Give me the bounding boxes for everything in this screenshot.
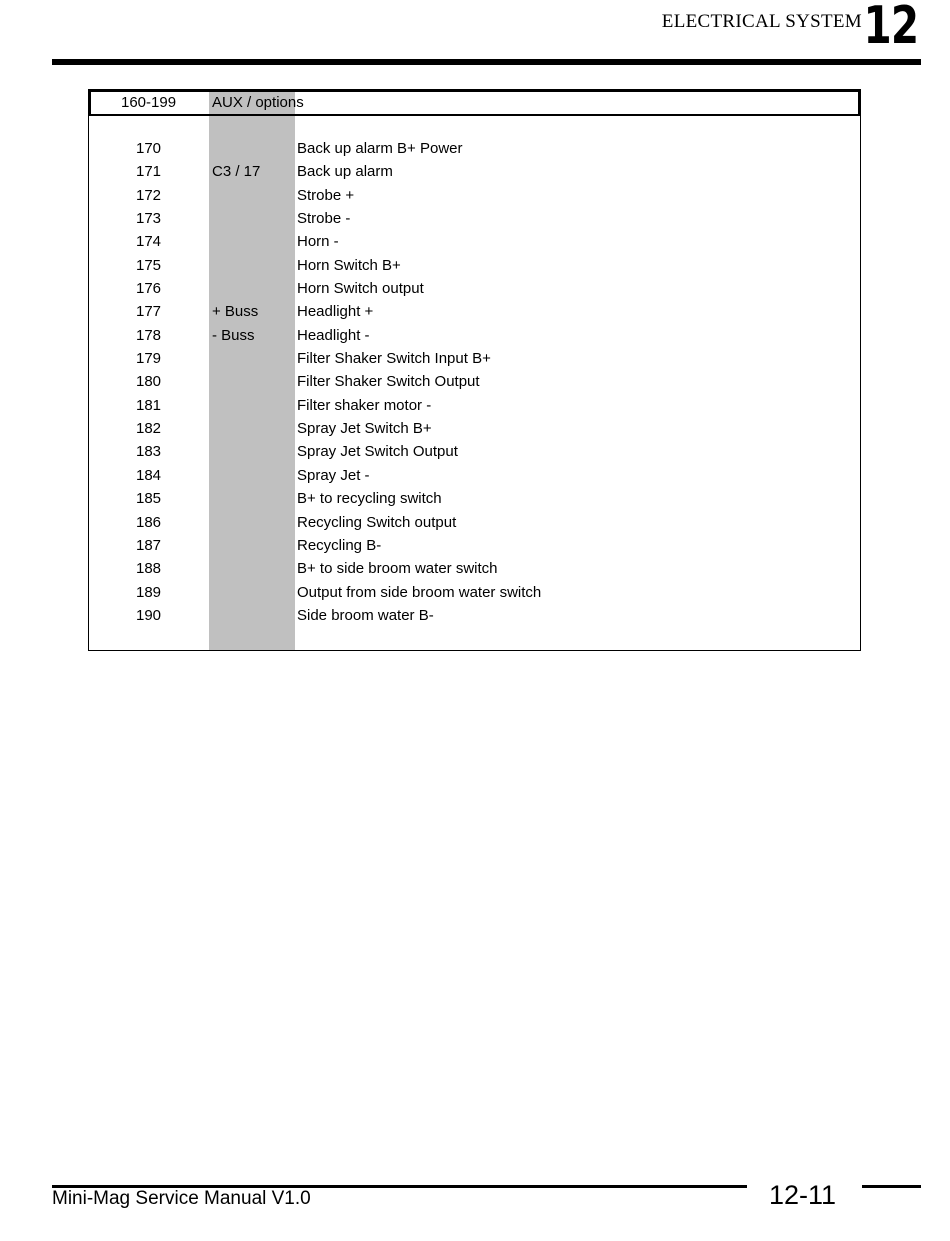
wire-description: Strobe -: [297, 210, 351, 228]
table-row: [89, 325, 860, 348]
table-section-label: AUX / options: [212, 94, 304, 111]
table-row: [89, 535, 860, 558]
wire-number: 188: [136, 560, 162, 578]
footer-rule-right: [862, 1185, 921, 1188]
wire-range-label: 160-199: [121, 94, 177, 111]
wire-number: 180: [136, 373, 162, 391]
wire-description: B+ to recycling switch: [297, 490, 442, 508]
wire-connector: C3 / 17: [212, 163, 261, 181]
wire-number: 171: [136, 163, 162, 181]
wire-description: Recycling B-: [297, 536, 382, 554]
wire-number: 190: [136, 606, 162, 624]
wire-number: 179: [136, 350, 162, 368]
table-row: [89, 488, 860, 511]
manual-title: Mini-Mag Service Manual V1.0: [52, 1188, 311, 1209]
wire-description: Spray Jet Switch B+: [297, 420, 432, 438]
wire-description: Spray Jet -: [297, 466, 370, 484]
wire-number: 177: [136, 303, 162, 321]
wire-connector: - Buss: [212, 326, 255, 344]
table-row: [89, 231, 860, 254]
wire-description: Filter shaker motor -: [297, 396, 432, 414]
wire-description: Headlight -: [297, 326, 370, 344]
wire-table: [88, 89, 861, 651]
page-number: 12-11: [769, 1180, 837, 1210]
table-header-row: [89, 90, 860, 116]
wire-number: 175: [136, 256, 162, 274]
table-row: [89, 208, 860, 231]
table-row: [89, 418, 860, 441]
table-row: [89, 138, 860, 161]
wire-description: Filter Shaker Switch Output: [297, 373, 480, 391]
table-row: [89, 278, 860, 301]
wire-description: Recycling Switch output: [297, 513, 457, 531]
wire-connector: + Buss: [212, 303, 259, 321]
table-row: [89, 185, 860, 208]
wire-description: Spray Jet Switch Output: [297, 443, 458, 461]
wire-number: 173: [136, 210, 162, 228]
wire-description: Horn -: [297, 233, 339, 251]
wire-description: Back up alarm: [297, 163, 393, 181]
header-rule: [52, 59, 921, 65]
table-row: [89, 395, 860, 418]
wire-number: 189: [136, 583, 162, 601]
wire-number: 182: [136, 420, 162, 438]
wire-description: Back up alarm B+ Power: [297, 140, 463, 157]
table-rows: [89, 138, 860, 628]
wire-description: Side broom water B-: [297, 606, 434, 624]
wire-number: 185: [136, 490, 162, 508]
wire-description: B+ to side broom water switch: [297, 560, 498, 578]
wire-description: Horn Switch output: [297, 280, 424, 298]
wire-description: Strobe +: [297, 186, 355, 204]
table-row: [89, 582, 860, 605]
table-row: [89, 255, 860, 278]
section-title: ELECTRICAL SYSTEM: [661, 11, 862, 32]
table-row: [89, 161, 860, 184]
wire-number: 183: [136, 443, 162, 461]
table-row: [89, 465, 860, 488]
wire-number: 184: [136, 466, 162, 484]
table-row: [89, 512, 860, 535]
wire-number: 174: [136, 233, 162, 251]
wire-description: Headlight +: [297, 303, 374, 321]
table-row: [89, 371, 860, 394]
wire-number: 187: [136, 536, 162, 554]
wire-number: 178: [136, 326, 162, 344]
chapter-number: 12: [863, 0, 918, 56]
wire-number: 170: [136, 140, 162, 157]
table-row: [89, 441, 860, 464]
wire-number: 172: [136, 186, 162, 204]
table-row: [89, 348, 860, 371]
table-row: [89, 301, 860, 324]
table-row: [89, 558, 860, 581]
wire-number: 186: [136, 513, 162, 531]
wire-description: Output from side broom water switch: [297, 583, 542, 601]
table-row: [89, 605, 860, 628]
wire-number: 176: [136, 280, 162, 298]
wire-description: Filter Shaker Switch Input B+: [297, 350, 491, 368]
wire-number: 181: [136, 396, 162, 414]
wire-description: Horn Switch B+: [297, 256, 401, 274]
